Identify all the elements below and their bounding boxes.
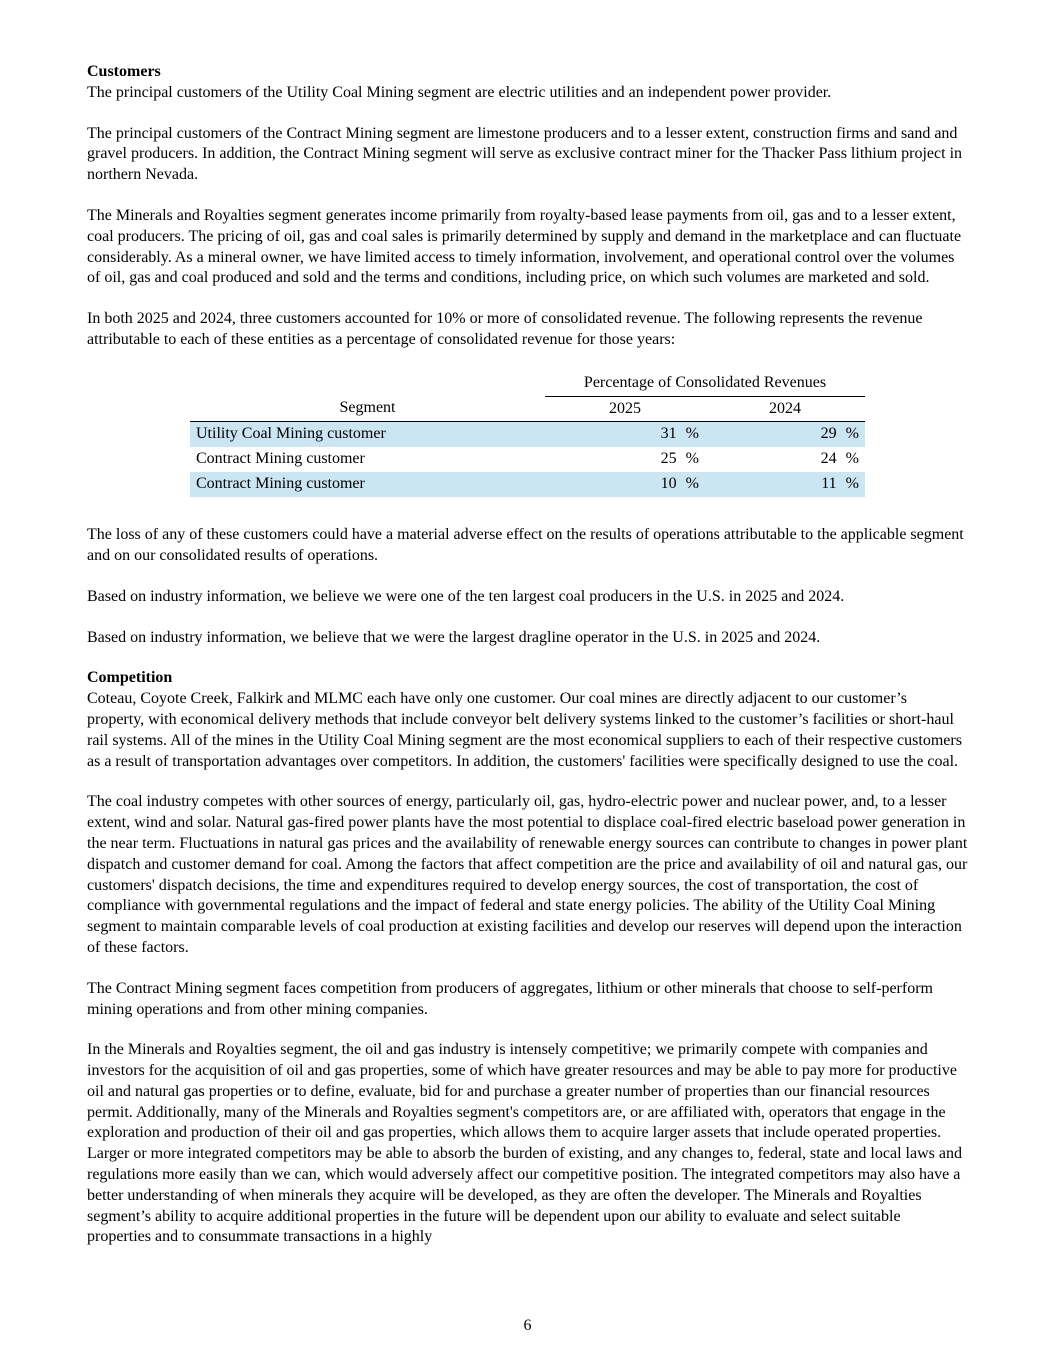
paragraph-coal-mines: Coteau, Coyote Creek, Falkirk and MLMC each have only one customer. Our coal mines are directly adjacent to our customer’s property, with economical delivery methods that include conveyor belt delivery systems linked to the customer’s facilities or short-haul rail systems. All of the mines in the Utility Coal Mining segment are the most economical suppliers to each of their respective customers as a result of transportation advantages over competitors. In addition, the customers' facilities were specifically designed to use the coal. [87,690,962,770]
percent-sign: % [845,425,859,443]
value-number: 11 [821,475,837,493]
percent-sign: % [845,475,859,493]
table-group-header: Percentage of Consolidated Revenues [545,371,865,396]
column-header-2025: 2025 [545,396,705,422]
paragraph-contract-competition: The Contract Mining segment faces competition from producers of aggregates, lithium or other minerals that choose to self-perform mining operations and from other mining companies. [87,979,933,1018]
segment-cell: Contract Mining customer [196,450,365,468]
paragraph-customer-loss: The loss of any of these customers could have a material adverse effect on the results of operations attributable to the applicable segment and on our consolidated results of operations. [87,526,964,564]
table-row [190,472,865,497]
blank-header-cell [190,371,545,396]
page-number: 6 [523,1317,532,1335]
value-number: 31 [660,425,677,443]
value-number: 25 [660,450,677,468]
value-2025 [545,422,705,447]
value-number: 10 [660,475,677,493]
value-number: 29 [820,425,837,443]
table-row [190,422,865,447]
paragraph-utility-customers: The principal customers of the Utility Coal Mining segment are electric utilities and an independent power provider. [87,83,832,101]
paragraph-revenue-intro: In both 2025 and 2024, three customers accounted for 10% or more of consolidated revenue. The following represents the revenue attributable to each of these entities as a percentage of consolidated revenue for those years: [87,310,923,348]
paragraph-energy-competition: The coal industry competes with other sources of energy, particularly oil, gas, hydro-electric power and nuclear power, and, to a lesser extent, wind and solar. Natural gas-fired power plants have the most potential to displace coal-fired electric baseload power generation in the near term. Fluctuations in natural gas prices and the availability of renewable energy sources can contribute to changes in power plant dispatch and customer demand for coal. Among the factors that affect competition are the price and availability of oil and natural gas, our customers' dispatch decisions, the time and expenditures required to develop energy sources, the cost of transportation, the cost of compliance with governmental regulations and the impact of federal and state energy policies. The ability of the Utility Coal Mining segment to maintain comparable levels of coal production at existing facilities and develop our reserves will depend upon the interaction of these factors. [87,793,968,956]
value-2025 [545,472,705,497]
value-number: 24 [820,450,837,468]
paragraph-minerals-competition: In the Minerals and Royalties segment, the oil and gas industry is intensely competitive; we primarily compete with companies and investors for the acquisition of oil and gas properties, some of which have greater resources and may be able to pay more for productive oil and natural gas properties or to define, evaluate, bid for and purchase a greater number of properties than our financial resources permit. Additionally, many of the Minerals and Royalties segment's competitors are, or are affiliated with, operators that engage in the exploration and production of their oil and gas properties, which allows them to acquire larger assets that include operated properties. Larger or more integrated competitors may be able to absorb the burden of existing, and any changes to, federal, state and local laws and regulations more easily than we can, which would adversely affect our competitive position. The integrated competitors may also have a better understanding of when minerals they acquire will be developed, as they are often the developer. The Minerals and Royalties segment’s ability to acquire additional properties in the future will be dependent upon our ability to evaluate and select suitable properties and to consummate transactions in a highly [87,1041,962,1246]
table-row [190,447,865,472]
column-header-2024: 2024 [705,396,865,422]
paragraph-minerals-royalties: The Minerals and Royalties segment generates income primarily from royalty-based lease payments from oil, gas and to a lesser extent, coal producers. The pricing of oil, gas and coal sales is primarily determined by supply and demand in the marketplace and can fluctuate considerably. As a mineral owner, we have limited access to timely information, involvement, and operational control over the volumes of oil, gas and coal produced and sold and the terms and conditions, including price, on which such volumes are marketed and sold. [87,206,962,287]
consolidated-revenue-table [190,371,865,497]
paragraph-ten-largest: Based on industry information, we believe we were one of the ten largest coal producers in the U.S. in 2025 and 2024. [87,587,845,605]
column-header-segment: Segment [190,396,545,422]
percent-sign: % [685,475,699,493]
value-2024 [705,422,865,447]
paragraph-dragline: Based on industry information, we believe that we were the largest dragline operator in the U.S. in 2025 and 2024. [87,628,821,646]
table-group-header-row [190,371,865,396]
segment-cell: Utility Coal Mining customer [196,425,386,443]
value-2024 [705,472,865,497]
segment-cell: Contract Mining customer [196,475,365,493]
value-2025 [545,447,705,472]
paragraph-contract-customers: The principal customers of the Contract Mining segment are limestone producers and to a lesser extent, construction firms and sand and gravel producers. In addition, the Contract Mining segment will serve as exclusive contract miner for the Thacker Pass lithium project in northern Nevada. [87,124,963,184]
table-header-row [190,396,865,422]
percent-sign: % [685,425,699,443]
customers-heading: Customers [87,63,161,80]
value-2024 [705,447,865,472]
percent-sign: % [845,450,859,468]
percent-sign: % [685,450,699,468]
competition-heading: Competition [87,669,173,687]
